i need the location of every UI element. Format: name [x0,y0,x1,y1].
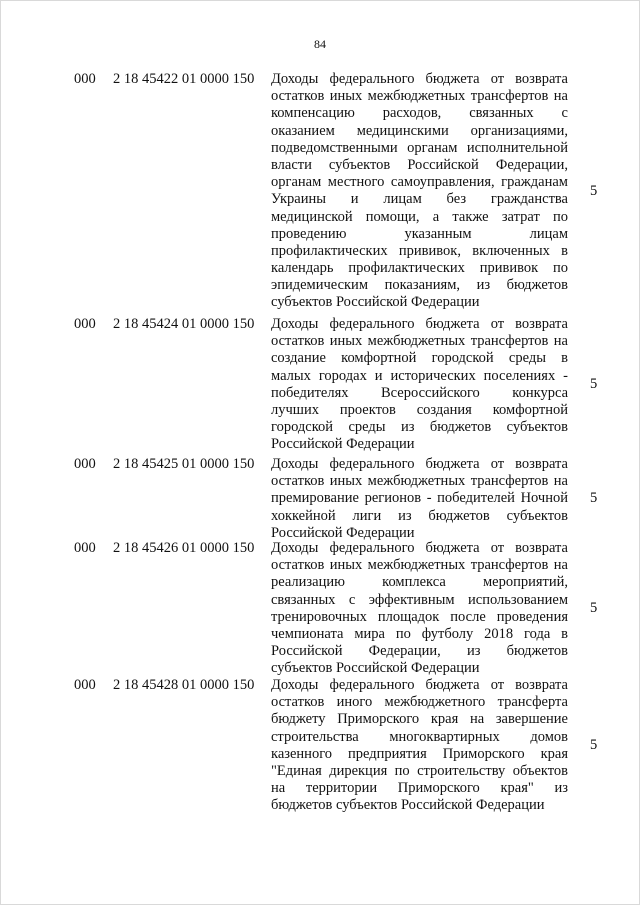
classification-code: 2 18 45422 01 0000 150 [113,71,255,87]
classification-code: 2 18 45425 01 0000 150 [113,456,255,472]
admin-code: 000 [74,540,96,556]
page-number: 84 [314,37,326,51]
description-line: субъектов Российской Федерации [271,660,480,677]
description-line: премирование регионов - победителей Ночной [271,490,568,507]
description-line: проведению указанным лицам [271,225,568,242]
description-line: бюджетов субъектов Российской Федерации [271,797,545,814]
description-line: чемпионата мира по футболу 2018 года в [271,625,568,642]
description-line: медицинской помощи, а также затрат по [271,208,568,225]
description-line: Доходы федерального бюджета от возврата [271,71,568,87]
description-line: городской среды из бюджетов субъектов [271,419,568,436]
description-line: остатков иных межбюджетных трансфертов на [271,473,568,490]
description-line: создание комфортной городской среды в [271,350,568,367]
description-line: Доходы федерального бюджета от возврата [271,540,568,556]
admin-code: 000 [74,316,96,332]
revenue-description [271,71,568,312]
description-line: на территории Приморского края" из [271,780,568,797]
description-line: хоккейной лиги из бюджетов субъектов [271,507,568,524]
description-line: Доходы федерального бюджета от возврата [271,677,568,693]
description-line: Российской Федерации, из бюджетов [271,643,568,660]
description-line: реализацию комплекса мероприятий, [271,574,568,591]
description-line: лучших проектов создания комфортной [271,401,568,418]
admin-code: 000 [74,456,96,472]
description-line: эпидемическим показаниям, из бюджетов [271,277,568,294]
description-line: Доходы федерального бюджета от возврата [271,456,568,472]
admin-code: 000 [74,71,96,87]
description-line: связанных с эффективным использованием [271,591,568,608]
description-line: компенсацию расходов, связанных с [271,105,568,122]
description-line: малых городах и исторических поселениях - [271,367,568,384]
classification-code: 2 18 45424 01 0000 150 [113,316,255,332]
description-line: оказанием медицинскими организациями, [271,122,568,139]
description-line: Российской Федерации [271,436,415,453]
classification-code: 2 18 45426 01 0000 150 [113,540,255,556]
description-line: бюджету Приморского края на завершение [271,711,568,728]
description-line: остатков иных межбюджетных трансфертов на [271,333,568,350]
description-line: подведомственными органам исполнительной [271,139,568,156]
description-line: Российской Федерации [271,524,415,541]
description-line: Доходы федерального бюджета от возврата [271,316,568,332]
description-line: остатков иных межбюджетных трансфертов на [271,88,568,105]
distribution-norm: 5 [590,737,598,753]
revenue-description [271,677,568,815]
distribution-norm: 5 [590,600,598,616]
distribution-norm: 5 [590,183,598,199]
description-line: остатков иного межбюджетного трансферта [271,694,568,711]
revenue-description [271,456,568,542]
revenue-description [271,540,568,678]
description-line: строительства многоквартирных домов [271,728,568,745]
description-line: субъектов Российской Федерации [271,294,480,311]
description-line: власти субъектов Российской Федерации, [271,156,568,173]
classification-code: 2 18 45428 01 0000 150 [113,677,255,693]
description-line: календарь профилактических прививок по [271,260,568,277]
description-line: остатков иных межбюджетных трансфертов на [271,557,568,574]
description-line: победителях Всероссийского конкурса [271,384,568,401]
description-line: профилактических прививок, включенных в [271,242,568,259]
revenue-description [271,316,568,454]
admin-code: 000 [74,677,96,693]
description-line: казенного предприятия Приморского края [271,745,568,762]
distribution-norm: 5 [590,376,598,392]
description-line: Украины и лицам без гражданства [271,191,568,208]
description-line: тренировочных площадок после проведения [271,608,568,625]
description-line: "Единая дирекция по строительству объектов [271,762,568,779]
description-line: органам местного самоуправления, гражданам [271,174,568,191]
distribution-norm: 5 [590,490,598,506]
